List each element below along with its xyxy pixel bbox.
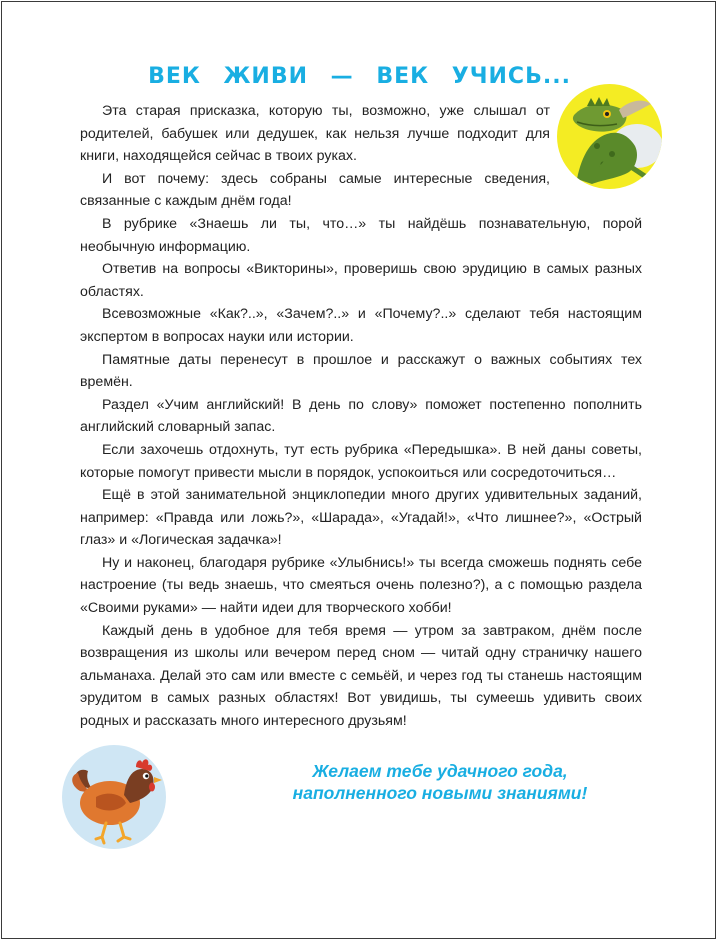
paragraph-7: Раздел «Учим английский! В день по слову» поможет постепенно пополнить английский словарный запас. [80, 396, 642, 436]
closing-line-2: наполненного новыми знаниями! [292, 783, 588, 803]
paragraph-3: В рубрике «Знаешь ли ты, что…» ты найдёшь познавательную, порой необычную информацию. [80, 215, 642, 255]
hen-illustration [62, 745, 166, 849]
paragraph-2: И вот почему: здесь собраны самые интересные сведения, связанные с каждым днём года! [80, 170, 550, 210]
paragraph-8: Если захочешь отдохнуть, тут есть рубрика «Передышка». В ней даны советы, которые помогут привести мысли в порядок, успокоиться или сосредоточиться… [80, 441, 642, 481]
paragraph-10: Ну и наконец, благодаря рубрике «Улыбнись!» ты всегда сможешь поднять себе настроение (ты ведь знаешь, что смеяться очень полезно?), а с помощью раздела «Своими руками» — найти идеи для творческого хобби! [80, 554, 642, 617]
paragraph-9: Ещё в этой занимательной энциклопедии много других удивительных заданий, например: «Правда или ложь?», «Шарада», «Угадай!», «Что лишнее?», «Острый глаз» и «Логическая задачка»! [80, 487, 642, 549]
paragraph-11: Каждый день в удобное для тебя время — утром за завтраком, днём после возвращения из школы или вечером перед сном — читай одну страничку нашего альманаха. Делай это сам или вместе с семьёй, и через год ты станешь настоящим эрудитом в самых разных областях! Вот увидишь, ты сумеешь удивить своих родных и рассказать много интересного друзьям! [80, 622, 642, 730]
hen-icon [62, 745, 166, 849]
paragraph-6: Памятные даты перенесут в прошлое и расскажут о важных событиях тех времён. [80, 351, 642, 391]
closing-line-1: Желаем тебе удачного года, [312, 761, 568, 781]
paragraph-4: Ответив на вопросы «Викторины», проверишь свою эрудицию в самых разных областях. [80, 261, 642, 300]
paragraph-1: Эта старая присказка, которую ты, возможно, уже слышал от родителей, бабушек или дедушек, как нельзя лучше подходит для книги, находящейся сейчас в твоих руках. [80, 103, 550, 165]
page-title: ВЕК ЖИВИ — ВЕК УЧИСЬ... [148, 64, 571, 89]
closing-wish [230, 760, 650, 804]
intro-text [80, 100, 642, 733]
paragraph-5: Всевозможные «Как?..», «Зачем?..» и «Почему?..» сделают тебя настоящим экспертом в вопросах науки или истории. [80, 306, 642, 345]
